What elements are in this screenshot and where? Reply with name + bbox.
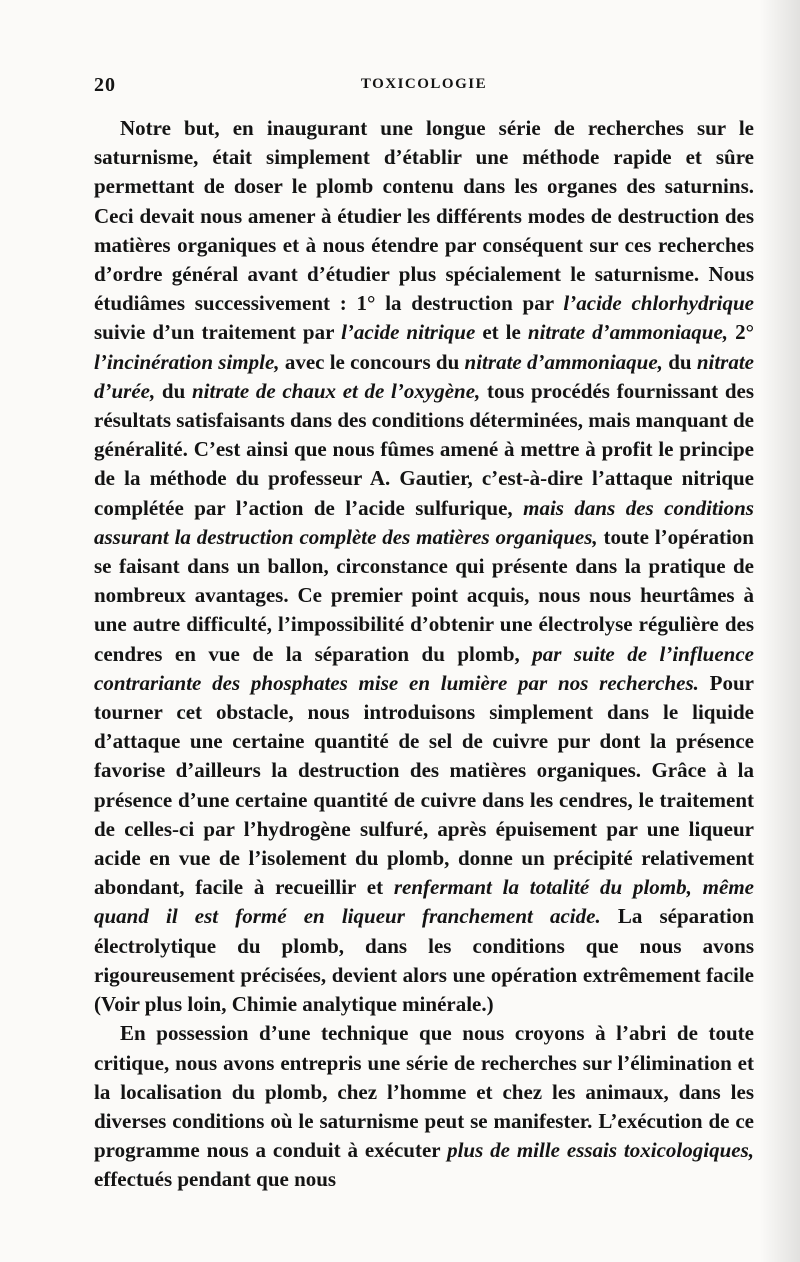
running-head	[94, 74, 754, 100]
italic-segment: par suite de l’influence contrariante des phosphates mise en lumière par nos recherches.	[94, 641, 754, 695]
italic-segment: renfermant la totalité du plomb, même quand il est formé en liqueur franchement acide.	[94, 875, 754, 929]
italic-segment: nitrate d’urée,	[94, 349, 755, 403]
italic-segment: nitrate d’ammoniaque,	[527, 320, 729, 345]
text-segment: La séparation électrolytique du plomb, dans les conditions que nous avons rigoureusement précisées, devient alors une opération extrêmement facile (Voir plus loin, Chimie analytique minérale.)	[94, 904, 754, 1017]
running-title: TOXICOLOGIE	[360, 76, 488, 92]
text-segment: du	[155, 378, 192, 403]
text-segment: Notre but, en inaugurant une longue série de recherches sur le saturnisme, était simplement d’établir une méthode rapide et sûre permettant de doser le plomb contenu dans les organes des saturnins. Ceci devait nous amener à étudier les différents modes de destruction des matières organiques et à nous étendre par conséquent sur ces recherches d’ordre général avant d’étudier plus spécialement le saturnisme. Nous étudiâmes successivement : 1° la destruction par	[94, 116, 754, 316]
page-shadow-edge	[760, 0, 800, 1262]
page-number: 20	[94, 74, 116, 96]
text-segment: tous procédés fournissant des résultats satisfaisants dans des conditions déterminées, mais manquant de généralité. C’est ainsi que nous fûmes amené à mettre à profit le principe de la méthode du professeur A. Gautier, c’est-à-dire l’attaque nitrique complétée par l’action de l’acide sulfurique,	[94, 378, 754, 520]
italic-segment: mais dans des conditions assurant la destruction complète des matières organiques,	[94, 495, 754, 549]
text-segment: En possession d’une technique que nous croyons à l’abri de toute critique, nous avons entrepris une série de recherches sur l’élimination et la localisation du plomb, chez l’homme et chez les animaux, dans les diverses conditions où le saturnisme peut se manifester. L’exécution de ce programme nous a conduit à exécuter	[94, 1021, 754, 1163]
body-text	[94, 114, 754, 1195]
italic-segment: l’incinération simple,	[94, 349, 280, 374]
paragraph-2	[94, 1019, 754, 1194]
text-segment: toute l’opération se faisant dans un ballon, circonstance qui présente dans la pratique de nombreux avantages. Ce premier point acquis, nous nous heurtâmes à une autre difficulté, l’impossibilité d’obtenir une électrolyse régulière des cendres en vue de la séparation du plomb,	[94, 524, 754, 666]
text-segment: suivie d’un traitement par	[94, 320, 342, 345]
italic-segment: l’acide nitrique	[341, 320, 476, 345]
text-segment: et le	[475, 320, 528, 345]
paragraph-1	[94, 114, 754, 1019]
italic-segment: nitrate d’ammoniaque,	[464, 349, 663, 374]
text-segment: Pour tourner cet obstacle, nous introduisons simplement dans le liquide d’attaque une certaine quantité de sel de cuivre pur dont la présence favorise d’ailleurs la destruction des matières organiques. Grâce à la présence d’une certaine quantité de cuivre dans les cendres, le traitement de celles-ci par l’hydrogène sulfuré, après épuisement par une liqueur acide en vue de l’isolement du plomb, donne un précipité relativement abondant, facile à recueillir et	[94, 670, 755, 900]
italic-segment: plus de mille essais toxicologiques,	[447, 1138, 754, 1163]
text-segment: 2°	[728, 320, 754, 345]
italic-segment: l’acide chlorhydrique	[563, 291, 754, 316]
text-segment: avec le concours du	[279, 349, 465, 374]
text-segment: du	[662, 349, 697, 374]
italic-segment: nitrate de chaux et de l’oxygène,	[191, 378, 481, 403]
text-segment: effectués pendant que nous	[94, 1167, 337, 1192]
